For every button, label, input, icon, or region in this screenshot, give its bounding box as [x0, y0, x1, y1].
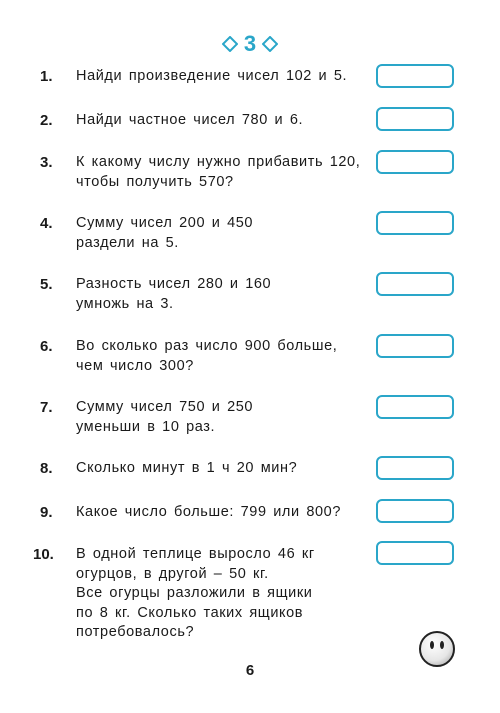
- answer-box-6[interactable]: [376, 334, 454, 358]
- task-number: 3.: [40, 154, 53, 171]
- answer-box-3[interactable]: [376, 150, 454, 174]
- task-text: Во сколько раз число 900 больше, чем число 300?: [76, 338, 338, 374]
- task-text: В одной теплице выросло 46 кг огурцов, в другой – 50 кг. Все огурцы разложили в ящики по 8 кг. Сколько таких ящиков потребовалось?: [76, 546, 315, 640]
- task-number: 1.: [40, 68, 53, 85]
- diamond-left-icon: [222, 36, 238, 52]
- task-number: 10.: [33, 546, 54, 563]
- task-number: 8.: [40, 460, 53, 477]
- task-number: 7.: [40, 399, 53, 416]
- task-number: 5.: [40, 276, 53, 293]
- task-number: 6.: [40, 338, 53, 355]
- answer-box-2[interactable]: [376, 107, 454, 131]
- answer-box-4[interactable]: [376, 211, 454, 235]
- task-text: Какое число больше: 799 или 800?: [76, 504, 341, 520]
- task-number: 4.: [40, 215, 53, 232]
- section-header: [0, 31, 500, 57]
- task-text: Сумму чисел 200 и 450 раздели на 5.: [76, 215, 254, 251]
- answer-box-10[interactable]: [376, 541, 454, 565]
- task-number: 9.: [40, 504, 53, 521]
- task-text: Найди произведение чисел 102 и 5.: [76, 68, 348, 84]
- task-text: Сколько минут в 1 ч 20 мин?: [76, 460, 298, 476]
- task-text: Разность чисел 280 и 160 умножь на 3.: [76, 276, 272, 312]
- task-text: Найди частное чисел 780 и 6.: [76, 112, 304, 128]
- answer-box-8[interactable]: [376, 456, 454, 480]
- answer-box-9[interactable]: [376, 499, 454, 523]
- task-text: К какому числу нужно прибавить 120, чтобы получить 570?: [76, 154, 361, 190]
- answer-box-7[interactable]: [376, 395, 454, 419]
- diamond-right-icon: [262, 36, 278, 52]
- section-number: 3: [243, 31, 257, 56]
- task-text: Сумму чисел 750 и 250 уменьши в 10 раз.: [76, 399, 254, 435]
- answer-box-1[interactable]: [376, 64, 454, 88]
- page-number: 6: [245, 662, 255, 679]
- answer-box-5[interactable]: [376, 272, 454, 296]
- task-number: 2.: [40, 112, 53, 129]
